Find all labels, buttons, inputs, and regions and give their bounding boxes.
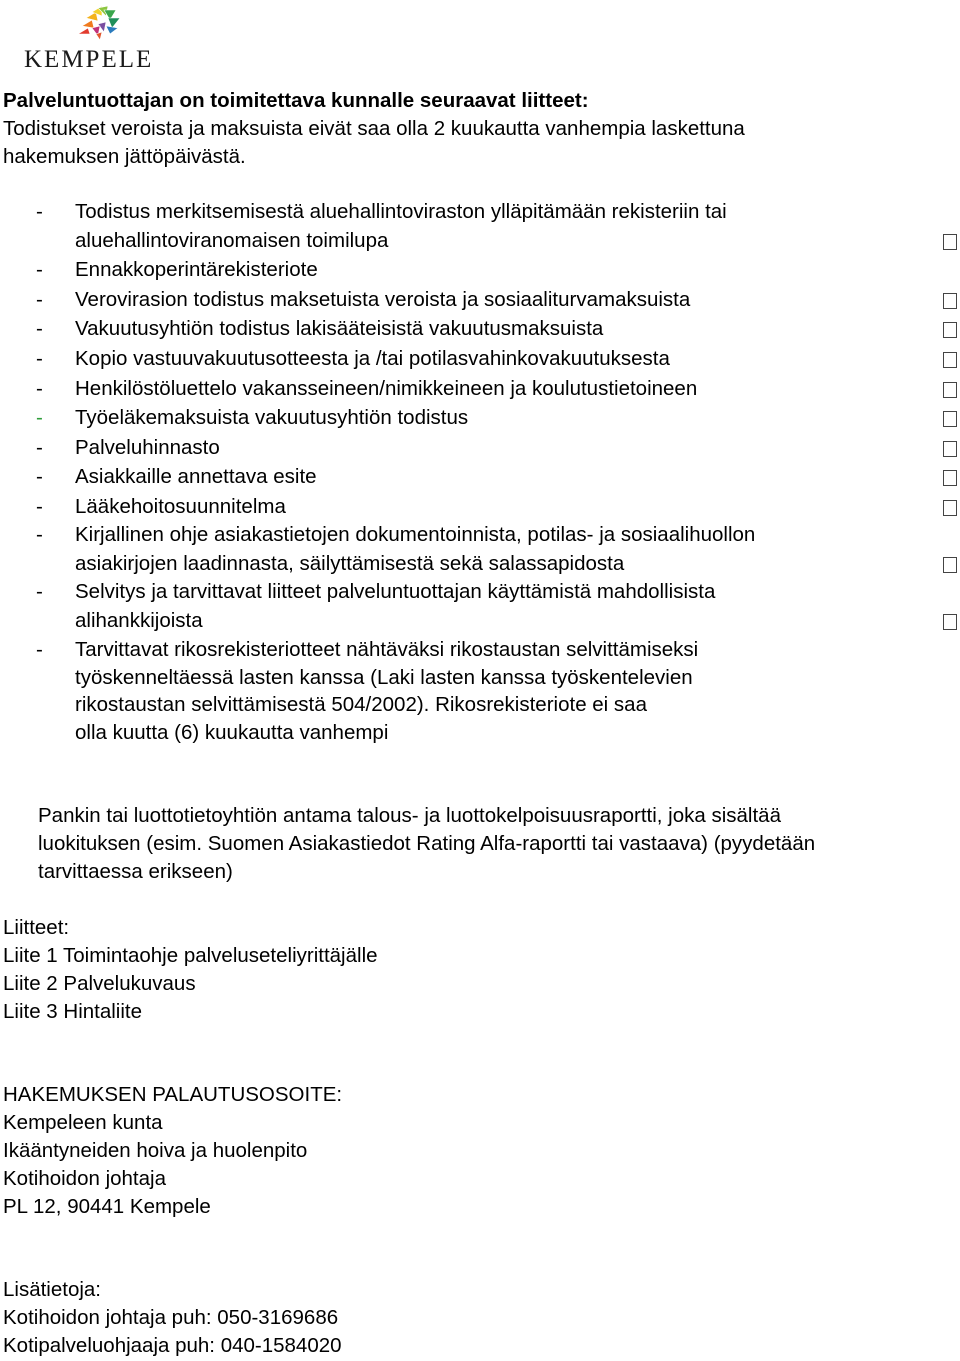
item-dash: - — [36, 495, 43, 518]
address-line: Kempeleen kunta — [3, 1111, 163, 1134]
item-text: Kopio vastuuvakuutusotteesta ja /tai potilasvahinkovakuutuksesta — [75, 347, 670, 370]
item-text: Tarvittavat rikosrekisteriotteet nähtäväksi rikostaustan selvittämiseksi — [75, 638, 699, 661]
item-text: asiakirjojen laadinnasta, säilyttämisestä sekä salassapidosta — [75, 552, 625, 575]
item-checkbox[interactable] — [943, 470, 957, 486]
item-checkbox[interactable] — [943, 557, 957, 573]
item-text: aluehallintoviranomaisen toimilupa — [75, 229, 389, 252]
bank-line-1: Pankin tai luottotietoyhtiön antama talous- ja luottokelpoisuusraportti, joka sisältää — [38, 804, 781, 827]
item-dash: - — [36, 317, 43, 340]
item-dash: - — [36, 347, 43, 370]
item-text: Todistus merkitsemisestä aluehallintoviraston ylläpitämään rekisteriin tai — [75, 200, 727, 223]
item-checkbox[interactable] — [943, 500, 957, 516]
item-checkbox[interactable] — [943, 234, 957, 250]
kempele-logo — [24, 4, 174, 72]
item-text: Henkilöstöluettelo vakansseineen/nimikkeineen ja koulutustietoineen — [75, 377, 698, 400]
item-text: rikostaustan selvittämisestä 504/2002). Rikosrekisteriote ei saa — [75, 693, 647, 716]
item-text: Verovirasion todistus maksetuista veroista ja sosiaaliturvamaksuista — [75, 288, 691, 311]
item-text: Asiakkaille annettava esite — [75, 465, 317, 488]
bank-line-3: tarvittaessa erikseen) — [38, 860, 233, 883]
contact-heading: Lisätietoja: — [3, 1278, 102, 1301]
item-dash: - — [36, 288, 43, 311]
address-line: PL 12, 90441 Kempele — [3, 1195, 211, 1218]
item-dash: - — [36, 523, 43, 546]
contact-line: Kotihoidon johtaja puh: 050-3169686 — [3, 1306, 339, 1329]
item-dash: - — [36, 580, 43, 603]
item-checkbox[interactable] — [943, 441, 957, 457]
item-checkbox[interactable] — [943, 382, 957, 398]
item-checkbox[interactable] — [943, 614, 957, 630]
item-checkbox[interactable] — [943, 411, 957, 427]
item-text: Kirjallinen ohje asiakastietojen dokumentoinnista, potilas- ja sosiaalihuollon — [75, 523, 756, 546]
intro-line-1: Todistukset veroista ja maksuista eivät saa olla 2 kuukautta vanhempia laskettuna — [3, 117, 745, 140]
item-checkbox[interactable] — [943, 293, 957, 309]
attachments-heading: Liitteet: — [3, 916, 70, 939]
address-heading: HAKEMUKSEN PALAUTUSOSOITE: — [3, 1083, 343, 1106]
attachment-item: Liite 3 Hintaliite — [3, 1000, 143, 1023]
item-text: Lääkehoitosuunnitelma — [75, 495, 286, 518]
item-dash: - — [36, 436, 43, 459]
item-text: Palveluhinnasto — [75, 436, 220, 459]
item-text: työskenneltäessä lasten kanssa (Laki lasten kanssa työskentelevien — [75, 666, 693, 689]
item-dash: - — [36, 465, 43, 488]
item-text: Ennakkoperintärekisteriote — [75, 258, 318, 281]
item-text: alihankkijoista — [75, 609, 203, 632]
intro-heading: Palveluntuottajan on toimitettava kunnalle seuraavat liitteet: — [3, 89, 589, 112]
attachment-item: Liite 1 Toimintaohje palveluseteliyrittäjälle — [3, 944, 378, 967]
item-text: Vakuutusyhtiön todistus lakisääteisistä vakuutusmaksuista — [75, 317, 604, 340]
item-checkbox[interactable] — [943, 322, 957, 338]
leaf-icon — [76, 4, 122, 42]
item-text: Työeläkemaksuista vakuutusyhtiön todistus — [75, 406, 469, 429]
contact-line: Kotipalveluohjaaja puh: 040-1584020 — [3, 1334, 342, 1357]
item-checkbox[interactable] — [943, 352, 957, 368]
item-text: olla kuutta (6) kuukautta vanhempi — [75, 721, 389, 744]
address-line: Ikääntyneiden hoiva ja huolenpito — [3, 1139, 308, 1162]
attachment-item: Liite 2 Palvelukuvaus — [3, 972, 196, 995]
item-dash: - — [36, 406, 43, 429]
item-dash: - — [36, 200, 43, 223]
item-dash: - — [36, 258, 43, 281]
item-text: Selvitys ja tarvittavat liitteet palveluntuottajan käyttämistä mahdollisista — [75, 580, 716, 603]
intro-line-2: hakemuksen jättöpäivästä. — [3, 145, 246, 168]
address-line: Kotihoidon johtaja — [3, 1167, 166, 1190]
item-dash: - — [36, 638, 43, 661]
logo-text: KEMPELE — [24, 46, 154, 73]
item-dash: - — [36, 377, 43, 400]
bank-line-2: luokituksen (esim. Suomen Asiakastiedot Rating Alfa-raportti tai vastaava) (pyydetään — [38, 832, 816, 855]
